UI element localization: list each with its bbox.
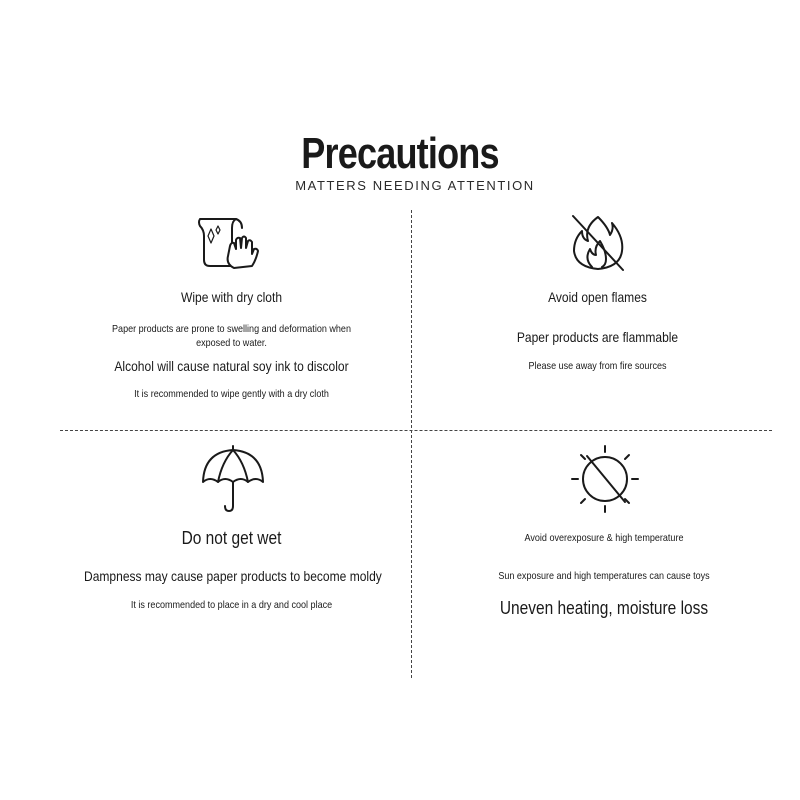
no-flame-icon (570, 213, 626, 273)
cell-heading: Wipe with dry cloth (180, 289, 283, 305)
cell-heading: Avoid open flames (548, 289, 647, 305)
cell-text: It is recommended to wipe gently with a dry cloth (134, 388, 329, 400)
page-title: Precautions (301, 129, 499, 178)
cell-text: It is recommended to place in a dry and cool place (130, 599, 333, 611)
cell-text: Sun exposure and high temperatures can cause toys (498, 570, 710, 582)
umbrella-icon (200, 444, 266, 514)
cell-heading: Do not get wet (181, 528, 282, 548)
cell-text: Paper products are flammable (516, 329, 679, 345)
no-sun-icon (570, 444, 640, 514)
hand-wiping-cloth-icon (196, 216, 262, 270)
cell-text: Dampness may cause paper products to become moldy (84, 568, 382, 584)
cell-heading: Avoid overexposure & high temperature (524, 532, 684, 544)
cell-text: Uneven heating, moisture loss (499, 598, 709, 618)
vertical-divider (411, 210, 412, 678)
cell-text: Alcohol will cause natural soy ink to discolor (114, 358, 349, 374)
page-subtitle: MATTERS NEEDING ATTENTION (295, 178, 535, 193)
cell-text: Paper products are prone to swelling and deformation when exposed to water. (112, 323, 351, 349)
horizontal-divider (60, 430, 772, 431)
cell-text: Please use away from fire sources (528, 360, 667, 372)
